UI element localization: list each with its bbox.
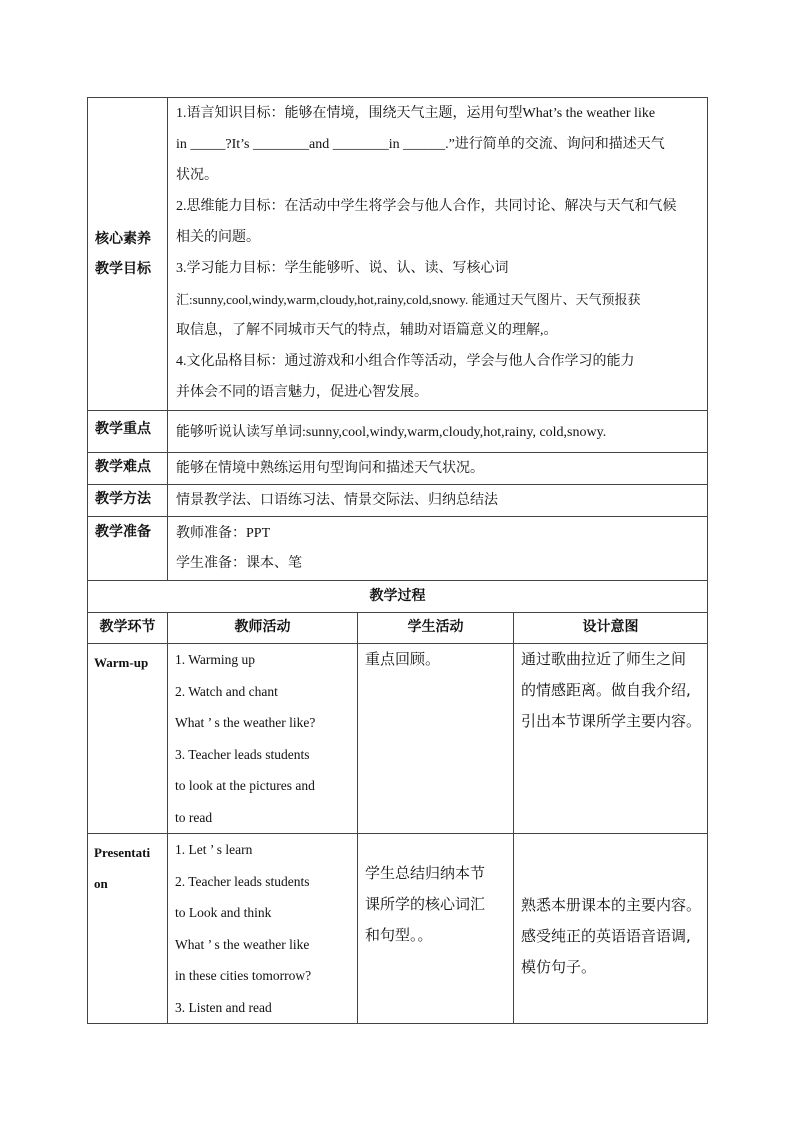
student-preparation: 学生准备：课本、笔 <box>176 556 302 571</box>
difficulties-content-cell <box>168 453 708 485</box>
methods-text: 情景教学法、口语练习法、情景交际法、归纳总结法 <box>176 492 498 508</box>
stage-label: Presentati <box>94 845 151 860</box>
header-cell <box>88 613 168 644</box>
design-intent-line: 引出本节课所学主要内容。 <box>521 712 702 730</box>
objectives-label-line2: 教学目标 <box>95 261 151 277</box>
student-activity-line: 重点回顾。 <box>365 650 441 668</box>
header-student-activity: 学生活动 <box>407 619 464 635</box>
student-activity-line: 和句型。。 <box>365 926 433 944</box>
teacher-activity-line: to Look and think <box>175 905 272 920</box>
process-title-cell <box>88 581 708 613</box>
teacher-activity-line: What ’ s the weather like <box>175 936 310 952</box>
objective-line: 状况。 <box>176 168 218 183</box>
header-cell <box>514 613 708 644</box>
key-points-content-cell <box>168 411 708 453</box>
process-row-warmup <box>88 644 708 834</box>
objective-line: 取信息，了解不同城市天气的特点，辅助对语篇意义的理解,。 <box>176 323 558 338</box>
teacher-activity-line: in these cities tomorrow? <box>175 968 312 983</box>
objective-line: 4.文化品格目标：通过游戏和小组合作等活动，学会与他人合作学习的能力 <box>176 354 635 369</box>
teacher-activity-line: What ’ s the weather like? <box>175 715 316 730</box>
stage-label: on <box>94 876 108 891</box>
teacher-activity-line: 2. Watch and chant <box>175 683 278 699</box>
objectives-label-cell <box>88 98 168 411</box>
objective-line: 汇:sunny,cool,windy,warm,cloudy,hot,rainy,cold,snowy. 能通过天气图片、天气预报获 <box>176 292 641 307</box>
objective-line: 2.思维能力目标：在活动中学生将学会与他人合作，共同讨论、解决与天气和气候 <box>176 199 677 214</box>
difficulties-row <box>88 453 708 485</box>
design-intent-line: 模仿句子。 <box>521 958 597 976</box>
key-points-label: 教学重点 <box>95 421 151 437</box>
objective-line: 3.学习能力目标：学生能够听、说、认、读、写核心词 <box>176 261 509 276</box>
preparation-row <box>88 517 708 581</box>
student-activity-line: 课所学的核心词汇 <box>365 895 486 913</box>
process-title: 教学过程 <box>369 588 426 604</box>
teacher-activity-line: 1. Let ’ s learn <box>175 842 253 857</box>
key-points-row <box>88 411 708 453</box>
objective-line: 并体会不同的语言魅力，促进心智发展。 <box>176 385 428 400</box>
objective-line: in _____?It’s ________and ________in ______.”进行简单的交流、询问和描述天气 <box>176 137 665 152</box>
design-intent-cell <box>514 834 708 1024</box>
teacher-activity-line: to read <box>175 809 213 825</box>
key-points-text: 能够听说认读写单词:sunny,cool,windy,warm,cloudy,hot,rainy, cold,snowy. <box>176 425 607 440</box>
objectives-label-line1: 核心素养 <box>95 231 151 247</box>
teacher-activity-line: 3. Teacher leads students <box>175 746 310 762</box>
methods-label: 教学方法 <box>95 491 151 507</box>
student-activity-cell <box>358 834 514 1024</box>
student-activity-line: 学生总结归纳本节 <box>365 864 486 882</box>
design-intent-cell <box>514 644 708 834</box>
key-points-label-cell <box>88 411 168 453</box>
methods-row <box>88 485 708 517</box>
teacher-preparation: 教师准备：PPT <box>176 526 271 541</box>
teacher-activity-cell <box>168 644 358 834</box>
header-stage: 教学环节 <box>99 619 156 635</box>
teacher-activity-line: 1. Warming up <box>175 652 256 667</box>
header-cell <box>168 613 358 644</box>
teacher-activity-line: 2. Teacher leads students <box>175 873 310 889</box>
design-intent-line: 感受纯正的英语语音语调, <box>521 927 691 945</box>
teacher-activity-line: 3. Listen and read <box>175 999 272 1015</box>
teacher-activity-line: to look at the pictures and <box>175 778 315 793</box>
lesson-plan-table <box>87 97 708 1024</box>
preparation-content-cell <box>168 517 708 581</box>
process-row-presentation <box>88 834 708 1024</box>
student-activity-cell <box>358 644 514 834</box>
header-teacher-activity: 教师活动 <box>234 619 291 635</box>
methods-content-cell <box>168 485 708 517</box>
preparation-label: 教学准备 <box>95 524 151 540</box>
difficulties-label-cell <box>88 453 168 485</box>
objectives-content-cell <box>168 98 708 411</box>
process-title-row <box>88 581 708 613</box>
teacher-activity-cell <box>168 834 358 1024</box>
stage-label: Warm-up <box>94 655 149 670</box>
process-header-row <box>88 613 708 644</box>
stage-cell <box>88 644 168 834</box>
design-intent-line: 通过歌曲拉近了师生之间 <box>521 650 687 668</box>
stage-cell <box>88 834 168 1024</box>
header-cell <box>358 613 514 644</box>
design-intent-line: 熟悉本册课本的主要内容。 <box>521 896 702 914</box>
difficulties-label: 教学难点 <box>95 459 151 475</box>
objective-line: 1.语言知识目标：能够在情境，围绕天气主题，运用句型What’s the weather like <box>176 106 656 121</box>
difficulties-text: 能够在情境中熟练运用句型询问和描述天气状况。 <box>176 460 484 476</box>
header-design-intent: 设计意图 <box>582 619 639 635</box>
preparation-label-cell <box>88 517 168 581</box>
methods-label-cell <box>88 485 168 517</box>
design-intent-line: 的情感距离。做自我介绍, <box>521 681 691 699</box>
objective-line: 相关的问题。 <box>176 230 260 245</box>
objectives-row <box>88 98 708 411</box>
